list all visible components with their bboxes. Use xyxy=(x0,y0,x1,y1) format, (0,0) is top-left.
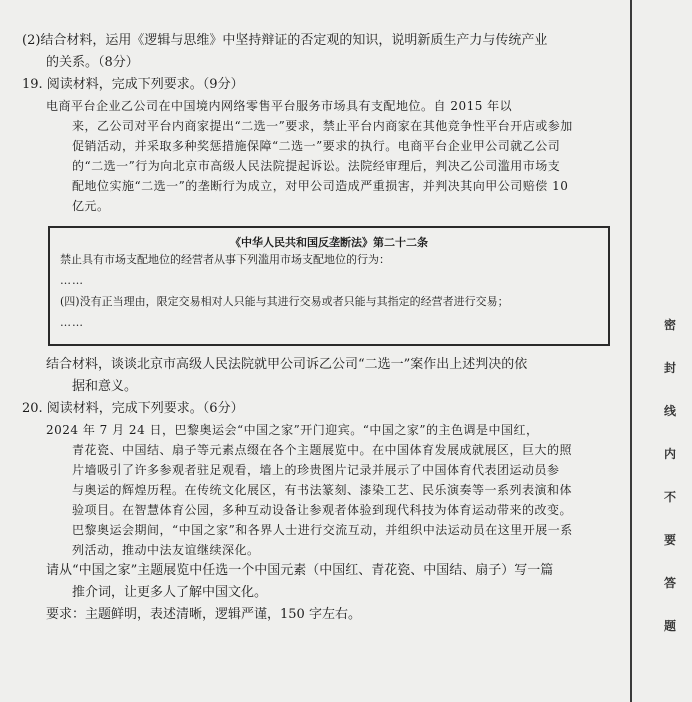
q20-material xyxy=(22,420,622,560)
q19-material-line: 电商平台企业乙公司在中国境内网络零售平台服务市场具有支配地位。自 2015 年以 xyxy=(46,99,513,113)
q20-material-line: 与奥运的辉煌历程。在传统文化展区，有书法篆刻、漆染工艺、民乐演奏等一系列表演和体 xyxy=(72,483,573,497)
seal-char: 内 xyxy=(663,447,676,461)
seal-line xyxy=(630,0,632,702)
q19-header: 19. 阅读材料，完成下列要求。（9分） xyxy=(22,77,244,92)
seal-char: 题 xyxy=(663,619,676,633)
exam-content xyxy=(22,30,622,626)
q19-material-line: 来，乙公司对平台内商家提出“二选一”要求，禁止平台内商家在其他竞争性平台开店或参加 xyxy=(72,119,573,133)
q20-material-line: 列活动，推动中法友谊继续深化。 xyxy=(72,543,260,557)
seal-char: 封 xyxy=(663,361,676,375)
q19-material-line: 促销活动，并采取多种奖惩措施保障“二选一”要求的执行。电商平台企业甲公司就乙公司 xyxy=(72,139,561,153)
seal-margin xyxy=(628,0,692,702)
q20-requirements: 要求：主题鲜明，表述清晰，逻辑严谨，150 字左右。 xyxy=(46,607,361,622)
law-ellipsis: …… xyxy=(60,316,84,329)
q18-part2-line1: (2)结合材料，运用《逻辑与思维》中坚持辩证的否定观的知识，说明新质生产力与传统产业 xyxy=(22,33,548,48)
law-excerpt-box xyxy=(48,226,610,346)
seal-char: 密 xyxy=(663,318,676,332)
q19-task-line1: 结合材料，谈谈北京市高级人民法院就甲公司诉乙公司“二选一”案作出上述判决的依 xyxy=(46,357,528,372)
law-title: 《中华人民共和国反垄断法》第二十二条 xyxy=(230,236,428,249)
q18-part2-line2: 的关系。（8分） xyxy=(46,55,139,70)
q20-material-line: 2024 年 7 月 24 日，巴黎奥运会“中国之家”开门迎宾。“中国之家”的主色调是中国红， xyxy=(46,423,539,437)
seal-char: 不 xyxy=(663,490,676,504)
q20-task-line2: 推介词，让更多人了解中国文化。 xyxy=(72,585,268,600)
q20-material-line: 巴黎奥运会期间，“中国之家”和各界人士进行交流互动，并组织中法运动员在这里开展一系 xyxy=(72,523,573,537)
seal-char: 答 xyxy=(663,576,676,590)
law-ellipsis: …… xyxy=(60,274,84,287)
q19-material-line: 配地位实施“二选一”的垄断行为成立，对甲公司造成严重损害，并判决其向甲公司赔偿 10 xyxy=(72,179,569,193)
seal-char: 线 xyxy=(663,404,676,418)
q20-material-line: 片墙吸引了许多参观者驻足观看，墙上的珍贵图片记录并展示了中国体育代表团运动员参 xyxy=(72,463,560,477)
q20-header: 20. 阅读材料，完成下列要求。（6分） xyxy=(22,401,244,416)
q19-task-line2: 据和意义。 xyxy=(72,379,138,394)
q19-material-line: 亿元。 xyxy=(72,199,110,213)
seal-char: 要 xyxy=(663,533,676,547)
seal-warning-text xyxy=(662,316,678,660)
law-line: 禁止具有市场支配地位的经营者从事下列滥用市场支配地位的行为： xyxy=(60,253,390,266)
q20-material-line: 青花瓷、中国结、扇子等元素点缀在各个主题展览中。在中国体育发展成就展区，巨大的照 xyxy=(72,443,573,457)
law-line: (四)没有正当理由，限定交易相对人只能与其进行交易或者只能与其指定的经营者进行交易； xyxy=(60,295,509,308)
q20-task-line1: 请从“中国之家”主题展览中任选一个中国元素（中国红、青花瓷、中国结、扇子）写一篇 xyxy=(46,563,554,578)
q20-material-line: 验项目。在智慧体育公园，多种互动设备让参观者体验到现代科技为体育运动带来的改变。 xyxy=(72,503,573,517)
q19-material xyxy=(22,96,622,216)
q19-material-line: 的“二选一”行为向北京市高级人民法院提起诉讼。法院经审理后，判决乙公司滥用市场支 xyxy=(72,159,561,173)
